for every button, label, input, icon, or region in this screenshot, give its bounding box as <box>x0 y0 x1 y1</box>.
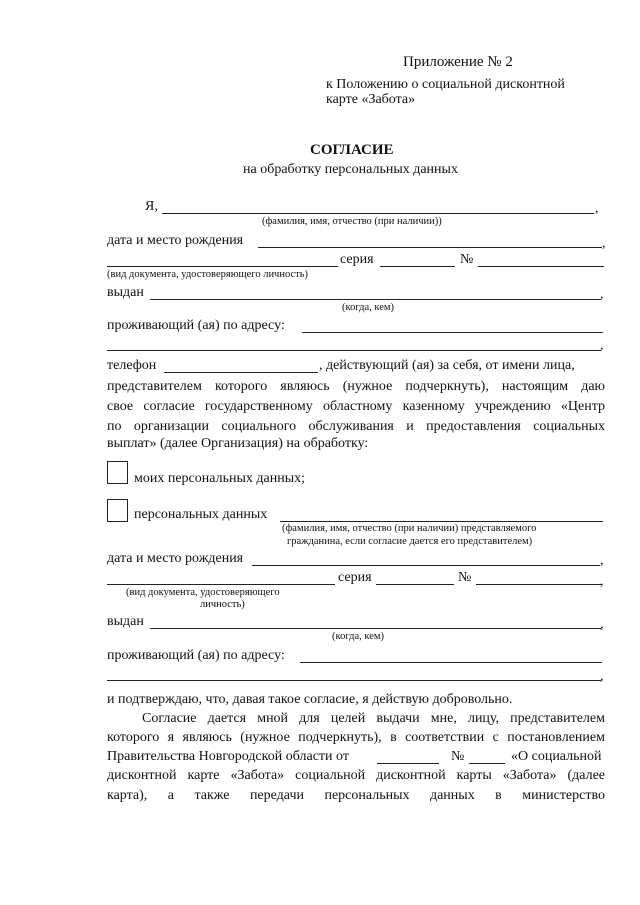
doc-type-field[interactable] <box>107 266 338 267</box>
rep-series-field[interactable] <box>376 584 454 585</box>
issued-label: выдан <box>107 285 144 300</box>
purpose-line: Согласие дается мной для целей выдачи мне, лицу, представителем <box>142 711 605 726</box>
resolution-title-start: «О социальной <box>511 749 602 764</box>
resolution-number-field[interactable] <box>469 763 505 764</box>
rep-birth-label: дата и место рождения <box>107 551 244 566</box>
gov-text: Правительства Новгородской области от <box>107 749 349 764</box>
rep-issued-field[interactable] <box>150 628 601 629</box>
checkbox-other-data[interactable] <box>107 499 128 522</box>
address-field-2[interactable] <box>107 350 601 351</box>
phone-rest-text: , действующий (ая) за себя, от имени лица, <box>319 358 575 373</box>
comma: , <box>600 669 604 684</box>
number-label: № <box>460 252 474 267</box>
appendix-number: Приложение № 2 <box>403 54 513 70</box>
birth-label: дата и место рождения <box>107 233 244 248</box>
body-line: свое согласие государственному областному казенному учреждению «Центр <box>107 399 605 414</box>
rep-birth-field[interactable] <box>252 565 600 566</box>
issued-field[interactable] <box>150 299 601 300</box>
series-label: серия <box>340 252 374 267</box>
represented-hint-2: гражданина, если согласие дается его представителем) <box>287 536 533 547</box>
resolution-number-label: № <box>451 749 465 764</box>
comma: , <box>595 201 599 216</box>
series-field[interactable] <box>380 266 455 267</box>
appendix-reference-2: карте «Забота» <box>326 92 416 107</box>
number-field[interactable] <box>478 266 604 267</box>
body-line: представителем которого являюсь (нужное подчеркнуть), настоящим даю <box>107 379 605 394</box>
rep-doc-hint-2: личность) <box>200 599 245 610</box>
comma: , <box>600 338 604 353</box>
phone-field[interactable] <box>164 372 318 373</box>
rep-address-field[interactable] <box>300 662 602 663</box>
document-subtitle: на обработку персональных данных <box>243 162 458 177</box>
fio-hint: (фамилия, имя, отчество (при наличии)) <box>262 216 442 227</box>
checkbox-own-data[interactable] <box>107 461 128 484</box>
body-line: по организации социального обслуживания и предоставления социальных <box>107 419 605 434</box>
rep-doc-hint: (вид документа, удостоверяющего <box>126 587 280 598</box>
rep-number-field[interactable] <box>476 584 602 585</box>
rep-address-field-2[interactable] <box>107 680 601 681</box>
option-other-label: персональных данных <box>134 507 268 522</box>
confirm-text: и подтверждаю, что, давая такое согласие, я действую добровольно. <box>107 692 513 707</box>
document-title: СОГЛАСИЕ <box>310 142 394 158</box>
phone-label: телефон <box>107 358 157 373</box>
purpose-line: которого я являюсь (нужное подчеркнуть), в соответствии с постановлением <box>107 730 605 745</box>
rep-series-label: серия <box>338 570 372 585</box>
comma: , <box>600 287 604 302</box>
rep-issued-hint: (когда, кем) <box>332 631 384 642</box>
body-line: выплат» (далее Организация) на обработку: <box>107 436 369 451</box>
ya-label: Я, <box>145 199 158 214</box>
comma: , <box>602 236 606 251</box>
rep-number-label: № <box>458 570 472 585</box>
appendix-reference: к Положению о социальной дисконтной <box>326 77 565 92</box>
rep-doc-type-field[interactable] <box>107 584 335 585</box>
represented-fio-field[interactable] <box>280 521 603 522</box>
comma: , <box>600 553 604 568</box>
comma: , <box>600 574 604 589</box>
option-own-label: моих персональных данных; <box>134 471 305 486</box>
issued-hint: (когда, кем) <box>342 302 394 313</box>
represented-hint: (фамилия, имя, отчество (при наличии) представляемого <box>282 523 537 534</box>
birth-field[interactable] <box>258 247 602 248</box>
rep-address-label: проживающий (ая) по адресу: <box>107 648 285 663</box>
tail-line: дисконтной карте «Забота» социальной дисконтной карты «Забота» (далее <box>107 768 605 783</box>
address-label: проживающий (ая) по адресу: <box>107 318 285 333</box>
comma: , <box>600 617 604 632</box>
rep-issued-label: выдан <box>107 614 144 629</box>
address-field[interactable] <box>302 332 603 333</box>
fio-field[interactable] <box>162 213 594 214</box>
resolution-date-field[interactable] <box>377 763 439 764</box>
doc-hint: (вид документа, удостоверяющего личность) <box>107 269 309 280</box>
tail-line: карта), а также передачи персональных данных в министерство <box>107 788 605 803</box>
